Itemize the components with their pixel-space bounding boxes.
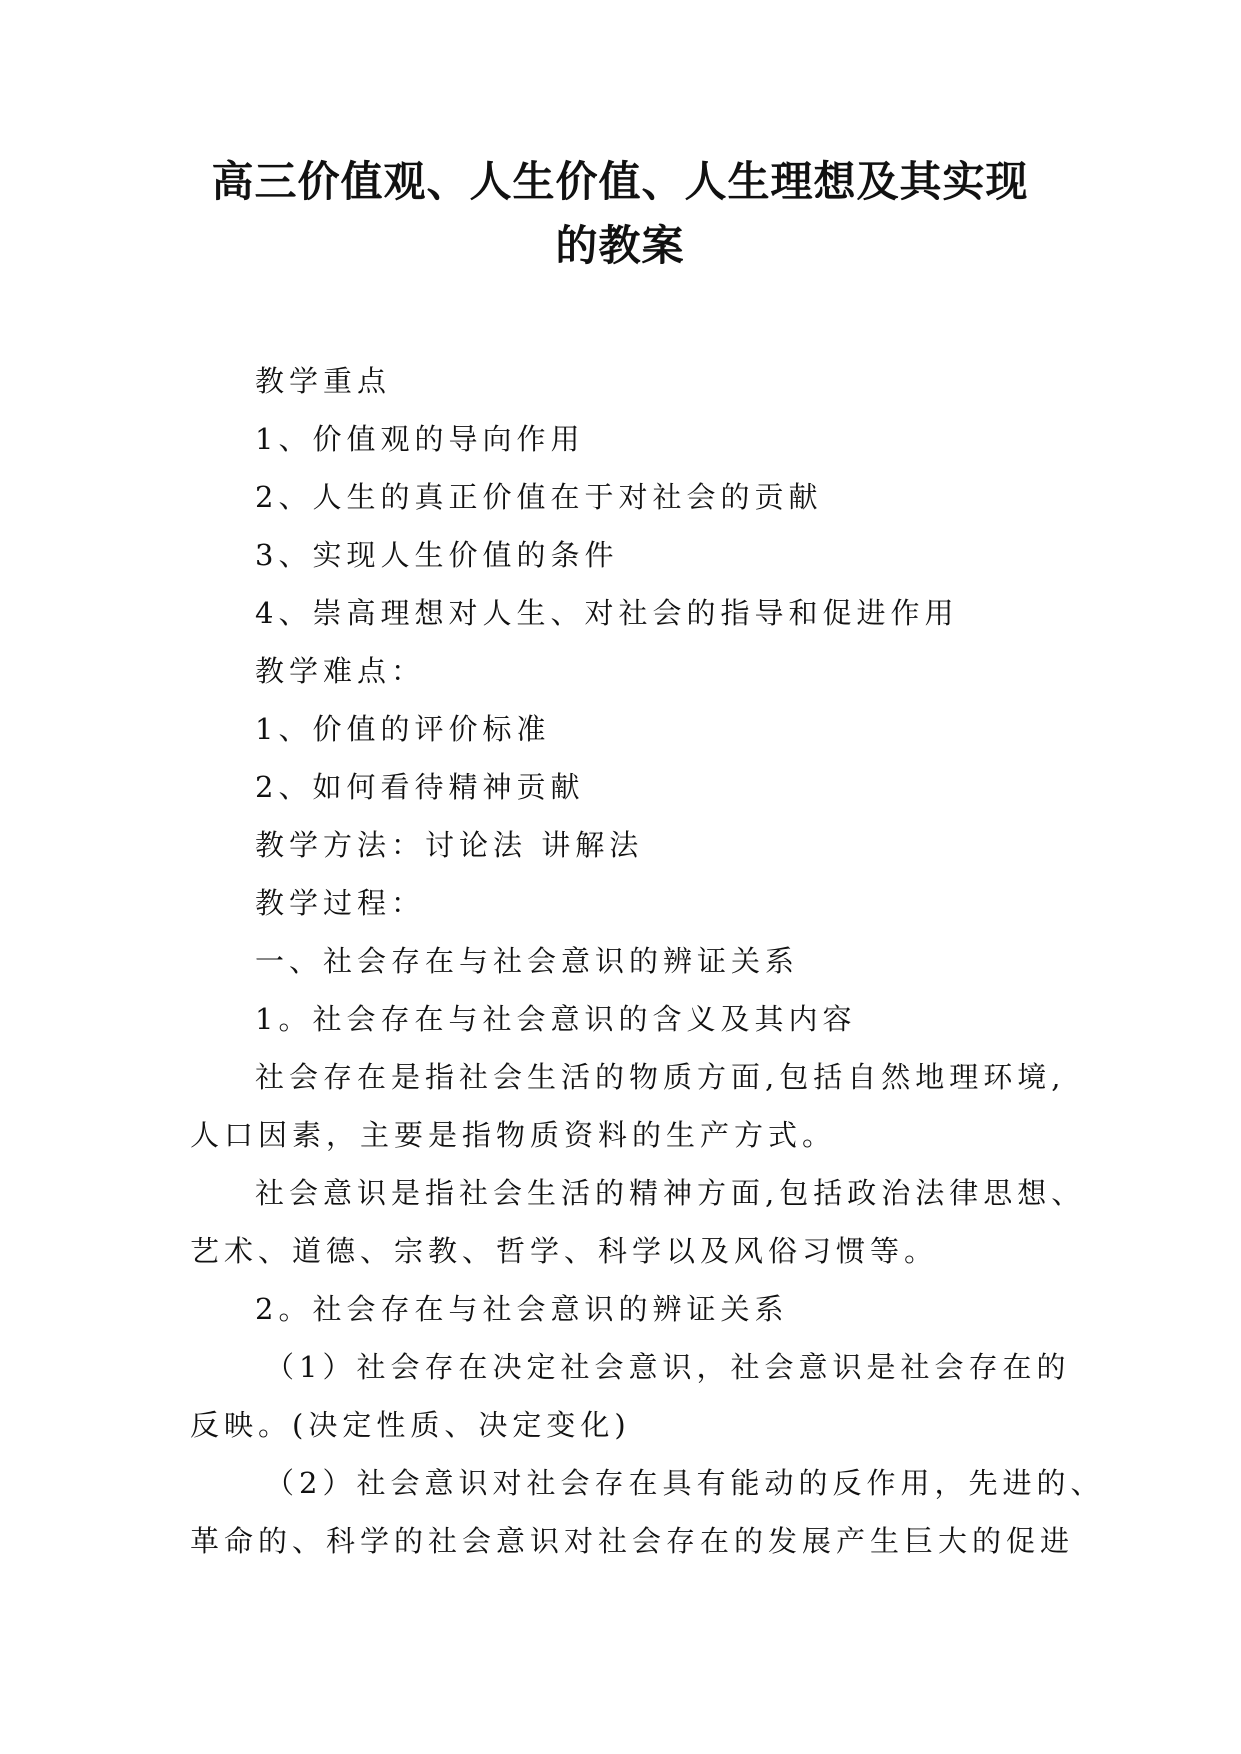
- key-point-1: 1、价值观的导向作用: [255, 422, 585, 456]
- document-title: [160, 150, 1080, 278]
- point-1-line-1: （1）社会存在决定社会意识，社会意识是社会存在的: [265, 1350, 1071, 1384]
- title-line-1: 高三价值观、人生价值、人生理想及其实现: [211, 157, 1029, 206]
- title-line-2: 的教案: [555, 221, 685, 270]
- paragraph-social-consciousness-line-2: 艺术、道德、宗教、哲学、科学以及风俗习惯等。: [190, 1234, 939, 1268]
- section-heading-difficulties: 教学难点：: [255, 654, 426, 688]
- paragraph-social-existence-line-1: 社会存在是指社会生活的物质方面,包括自然地理环境,: [255, 1060, 1066, 1094]
- process-subheading-2: 2。社会存在与社会意识的辨证关系: [255, 1292, 789, 1326]
- key-point-4: 4、崇高理想对人生、对社会的指导和促进作用: [255, 596, 959, 630]
- key-point-3: 3、实现人生价值的条件: [255, 538, 619, 572]
- teaching-methods: 教学方法：讨论法 讲解法: [255, 828, 644, 862]
- process-part-1-heading: 一、社会存在与社会意识的辨证关系: [255, 944, 800, 978]
- paragraph-social-consciousness-line-1: 社会意识是指社会生活的精神方面,包括政治法律思想、: [255, 1176, 1086, 1210]
- point-2-line-1: （2）社会意识对社会存在具有能动的反作用，先进的、: [265, 1466, 1105, 1500]
- section-heading-key-points: 教学重点: [255, 364, 392, 398]
- process-subheading-1: 1。社会存在与社会意识的含义及其内容: [255, 1002, 857, 1036]
- point-1-line-2: 反映。(决定性质、决定变化): [190, 1408, 631, 1442]
- document-body: [190, 352, 1105, 1570]
- difficulty-2: 2、如何看待精神贡献: [255, 770, 585, 804]
- difficulty-1: 1、价值的评价标准: [255, 712, 551, 746]
- section-heading-process: 教学过程：: [255, 886, 426, 920]
- point-2-line-2: 革命的、科学的社会意识对社会存在的发展产生巨大的促进: [190, 1524, 1075, 1558]
- key-point-2: 2、人生的真正价值在于对社会的贡献: [255, 480, 823, 514]
- paragraph-social-existence-line-2: 人口因素，主要是指物质资料的生产方式。: [190, 1118, 837, 1152]
